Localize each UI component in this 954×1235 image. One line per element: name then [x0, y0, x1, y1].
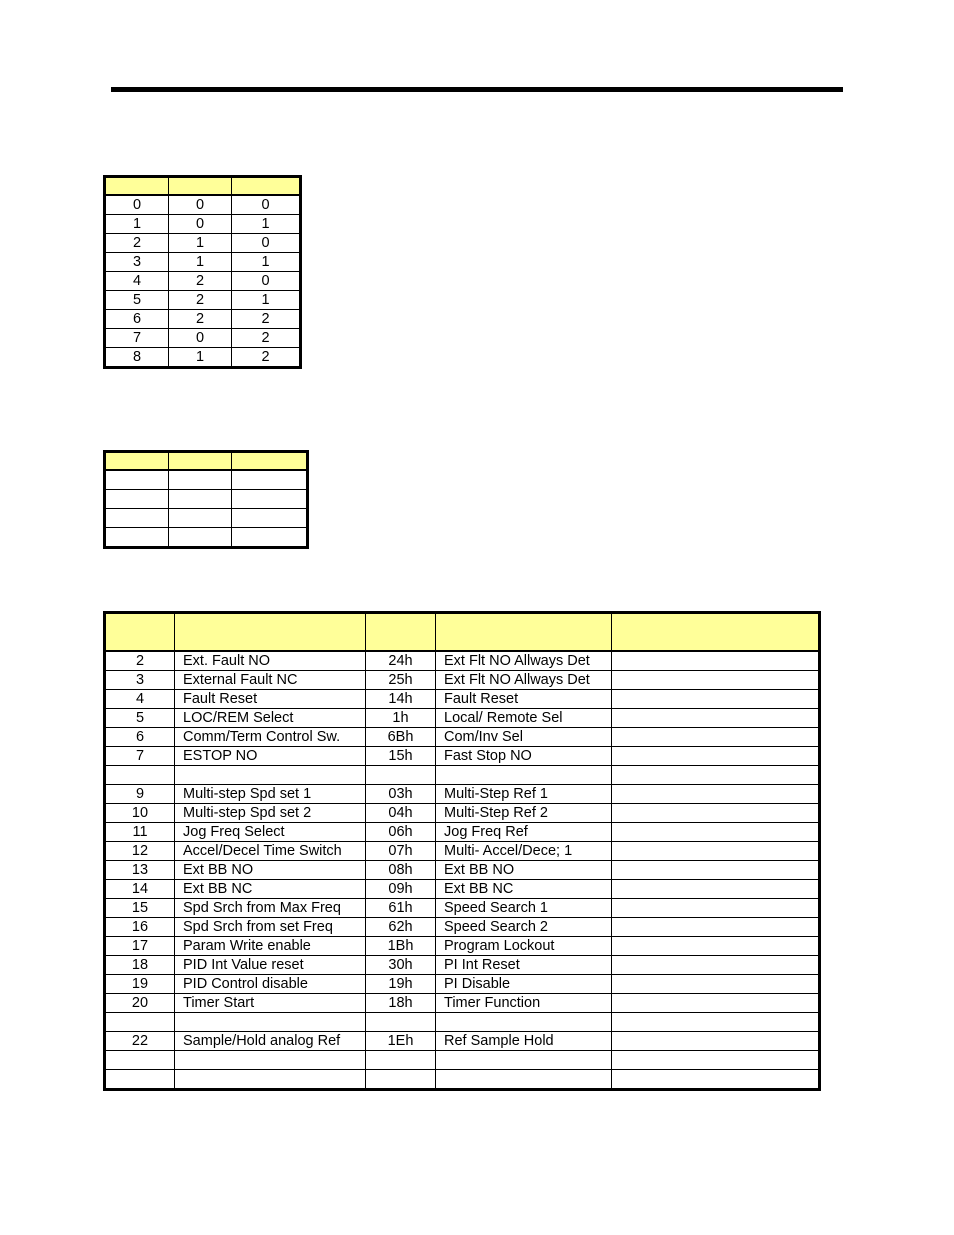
- table-cell: [612, 823, 820, 842]
- table-cell: [232, 470, 308, 490]
- table-row: [105, 690, 820, 709]
- table-cell: [612, 1013, 820, 1032]
- table-row: [105, 747, 820, 766]
- table-cell: 14: [105, 880, 175, 899]
- table-cell: Timer Function: [436, 994, 612, 1013]
- table-cell: [436, 1070, 612, 1090]
- table-cell: 10: [105, 804, 175, 823]
- table-cell: 4: [105, 690, 175, 709]
- table-row: [105, 1013, 820, 1032]
- header-cell: [366, 613, 436, 652]
- table-cell: Sample/Hold analog Ref: [175, 1032, 366, 1051]
- table-cell: Local/ Remote Sel: [436, 709, 612, 728]
- table-cell: 15: [105, 899, 175, 918]
- table-cell: 0: [169, 329, 232, 348]
- table-row: [105, 975, 820, 994]
- table-row: [105, 918, 820, 937]
- table-cell: [105, 766, 175, 785]
- table-cell: Comm/Term Control Sw.: [175, 728, 366, 747]
- table-cell: [612, 747, 820, 766]
- header-rule: [111, 87, 843, 92]
- table-row: [105, 490, 308, 509]
- table-cell: Accel/Decel Time Switch: [175, 842, 366, 861]
- table-cell: 1Eh: [366, 1032, 436, 1051]
- table-cell: ESTOP NO: [175, 747, 366, 766]
- table-cell: 2: [232, 348, 301, 368]
- table-cell: Speed Search 2: [436, 918, 612, 937]
- table-cell: 1: [232, 215, 301, 234]
- table-cell: [232, 509, 308, 528]
- table-cell: 12: [105, 842, 175, 861]
- table-cell: Speed Search 1: [436, 899, 612, 918]
- table-cell: 16: [105, 918, 175, 937]
- table-cell: [232, 490, 308, 509]
- table-header-row: [105, 613, 820, 652]
- table-cell: [612, 918, 820, 937]
- table-cell: [105, 1051, 175, 1070]
- table-cell: [612, 899, 820, 918]
- table-cell: [612, 975, 820, 994]
- table-cell: [612, 671, 820, 690]
- table-row: [105, 528, 308, 548]
- table-cell: Fault Reset: [175, 690, 366, 709]
- table-row: [105, 880, 820, 899]
- table-cell: 5: [105, 709, 175, 728]
- table-row: [105, 994, 820, 1013]
- table-cell: [169, 509, 232, 528]
- table-cell: 19h: [366, 975, 436, 994]
- table-cell: 62h: [366, 918, 436, 937]
- table-cell: [105, 528, 169, 548]
- header-cell: [105, 452, 169, 471]
- table-row: [105, 291, 301, 310]
- selection-table: [103, 175, 302, 369]
- table-cell: Ext Flt NO Allways Det: [436, 651, 612, 671]
- table-cell: [436, 1051, 612, 1070]
- table-cell: [612, 728, 820, 747]
- table-cell: Ext BB NC: [436, 880, 612, 899]
- table-cell: 4: [105, 272, 169, 291]
- table-cell: [105, 490, 169, 509]
- table-cell: [175, 766, 366, 785]
- table-cell: 7: [105, 329, 169, 348]
- table-header-row: [105, 177, 301, 196]
- table-row: [105, 766, 820, 785]
- table-cell: [232, 528, 308, 548]
- table-row: [105, 823, 820, 842]
- multi-function-input-table: [103, 611, 821, 1091]
- table-row: [105, 1051, 820, 1070]
- table-cell: 1: [169, 234, 232, 253]
- table-cell: 1h: [366, 709, 436, 728]
- table-cell: [366, 1070, 436, 1090]
- table-cell: 2: [169, 272, 232, 291]
- table-cell: [366, 1013, 436, 1032]
- table-cell: 08h: [366, 861, 436, 880]
- table-cell: [175, 1070, 366, 1090]
- table-row: [105, 272, 301, 291]
- table-cell: 07h: [366, 842, 436, 861]
- table-row: [105, 509, 308, 528]
- table-row: [105, 671, 820, 690]
- table-cell: External Fault NC: [175, 671, 366, 690]
- table-cell: Jog Freq Select: [175, 823, 366, 842]
- table-row: [105, 937, 820, 956]
- header-cell: [169, 452, 232, 471]
- empty-table: [103, 450, 309, 549]
- table-cell: 0: [105, 195, 169, 215]
- table-cell: 22: [105, 1032, 175, 1051]
- table-cell: [612, 956, 820, 975]
- table-cell: Multi-step Spd set 2: [175, 804, 366, 823]
- table-row: [105, 785, 820, 804]
- table-cell: [436, 1013, 612, 1032]
- table-cell: 18h: [366, 994, 436, 1013]
- table-cell: 6: [105, 728, 175, 747]
- table-cell: 06h: [366, 823, 436, 842]
- table-cell: [175, 1051, 366, 1070]
- table-row: [105, 234, 301, 253]
- header-cell: [169, 177, 232, 196]
- table-cell: [612, 937, 820, 956]
- table-cell: 1: [105, 215, 169, 234]
- table-cell: 24h: [366, 651, 436, 671]
- table-cell: 3: [105, 253, 169, 272]
- table-cell: Ext. Fault NO: [175, 651, 366, 671]
- table-cell: 1: [169, 348, 232, 368]
- table-row: [105, 861, 820, 880]
- table-cell: 6: [105, 310, 169, 329]
- table-cell: 03h: [366, 785, 436, 804]
- table-cell: 2: [105, 651, 175, 671]
- table-cell: 0: [169, 215, 232, 234]
- table-cell: 17: [105, 937, 175, 956]
- table-row: [105, 470, 308, 490]
- table-cell: 04h: [366, 804, 436, 823]
- table-cell: 5: [105, 291, 169, 310]
- table-cell: Multi-Step Ref 2: [436, 804, 612, 823]
- table-cell: 2: [169, 310, 232, 329]
- table-cell: [105, 1070, 175, 1090]
- table-cell: 61h: [366, 899, 436, 918]
- table-cell: [612, 651, 820, 671]
- table-cell: 9: [105, 785, 175, 804]
- table-row: [105, 310, 301, 329]
- table-cell: [169, 470, 232, 490]
- table-cell: 09h: [366, 880, 436, 899]
- table-cell: 30h: [366, 956, 436, 975]
- table-cell: Multi-Step Ref 1: [436, 785, 612, 804]
- table-cell: [612, 861, 820, 880]
- table-cell: 0: [232, 195, 301, 215]
- table-cell: [105, 470, 169, 490]
- table-cell: 2: [232, 329, 301, 348]
- table-cell: 1Bh: [366, 937, 436, 956]
- table-cell: Multi- Accel/Dece; 1: [436, 842, 612, 861]
- table-cell: Multi-step Spd set 1: [175, 785, 366, 804]
- table-cell: Ext Flt NO Allways Det: [436, 671, 612, 690]
- table-cell: 20: [105, 994, 175, 1013]
- table-cell: [612, 766, 820, 785]
- table-cell: 3: [105, 671, 175, 690]
- header-cell: [105, 613, 175, 652]
- table-cell: Timer Start: [175, 994, 366, 1013]
- table-cell: 1: [169, 253, 232, 272]
- table-cell: [612, 880, 820, 899]
- table-cell: PI Disable: [436, 975, 612, 994]
- table-cell: [612, 804, 820, 823]
- table-cell: [366, 766, 436, 785]
- table-row: [105, 1070, 820, 1090]
- table-cell: 25h: [366, 671, 436, 690]
- table-cell: [612, 1032, 820, 1051]
- table-cell: Ref Sample Hold: [436, 1032, 612, 1051]
- table-header-row: [105, 452, 308, 471]
- table-cell: [612, 842, 820, 861]
- table-row: [105, 195, 301, 215]
- table-cell: 8: [105, 348, 169, 368]
- table-cell: 2: [232, 310, 301, 329]
- table-cell: 2: [169, 291, 232, 310]
- table-cell: 1: [232, 291, 301, 310]
- table-cell: 15h: [366, 747, 436, 766]
- table-cell: LOC/REM Select: [175, 709, 366, 728]
- table-cell: [436, 766, 612, 785]
- table-cell: Param Write enable: [175, 937, 366, 956]
- table-row: [105, 348, 301, 368]
- table-cell: [105, 509, 169, 528]
- table-row: [105, 215, 301, 234]
- table-cell: 1: [232, 253, 301, 272]
- table-cell: [169, 528, 232, 548]
- table-cell: Ext BB NC: [175, 880, 366, 899]
- table-cell: Ext BB NO: [175, 861, 366, 880]
- table-row: [105, 899, 820, 918]
- table-cell: Com/Inv Sel: [436, 728, 612, 747]
- table-row: [105, 804, 820, 823]
- table-row: [105, 709, 820, 728]
- table-cell: Spd Srch from set Freq: [175, 918, 366, 937]
- table-cell: [366, 1051, 436, 1070]
- table-cell: 18: [105, 956, 175, 975]
- table-row: [105, 253, 301, 272]
- table-cell: PID Int Value reset: [175, 956, 366, 975]
- header-cell: [612, 613, 820, 652]
- table-cell: [612, 709, 820, 728]
- table-cell: [612, 1070, 820, 1090]
- table-cell: 19: [105, 975, 175, 994]
- table-cell: [612, 785, 820, 804]
- header-cell: [232, 452, 308, 471]
- table-cell: PID Control disable: [175, 975, 366, 994]
- table-cell: [612, 690, 820, 709]
- table-row: [105, 651, 820, 671]
- table-cell: 0: [232, 234, 301, 253]
- table-cell: [612, 994, 820, 1013]
- table-row: [105, 842, 820, 861]
- table-cell: Spd Srch from Max Freq: [175, 899, 366, 918]
- table-cell: [105, 1013, 175, 1032]
- table-cell: Ext BB NO: [436, 861, 612, 880]
- table-cell: Fault Reset: [436, 690, 612, 709]
- header-cell: [232, 177, 301, 196]
- header-cell: [436, 613, 612, 652]
- table-cell: Jog Freq Ref: [436, 823, 612, 842]
- table-row: [105, 329, 301, 348]
- table-cell: 14h: [366, 690, 436, 709]
- table-row: [105, 956, 820, 975]
- table-cell: [612, 1051, 820, 1070]
- table-cell: [169, 490, 232, 509]
- table-cell: 13: [105, 861, 175, 880]
- table-cell: [175, 1013, 366, 1032]
- table-cell: PI Int Reset: [436, 956, 612, 975]
- table-cell: Fast Stop NO: [436, 747, 612, 766]
- table-cell: 0: [232, 272, 301, 291]
- header-cell: [105, 177, 169, 196]
- table-cell: 2: [105, 234, 169, 253]
- table-cell: 11: [105, 823, 175, 842]
- table-row: [105, 1032, 820, 1051]
- table-cell: 6Bh: [366, 728, 436, 747]
- table-cell: 0: [169, 195, 232, 215]
- table-row: [105, 728, 820, 747]
- header-cell: [175, 613, 366, 652]
- table-cell: Program Lockout: [436, 937, 612, 956]
- table-cell: 7: [105, 747, 175, 766]
